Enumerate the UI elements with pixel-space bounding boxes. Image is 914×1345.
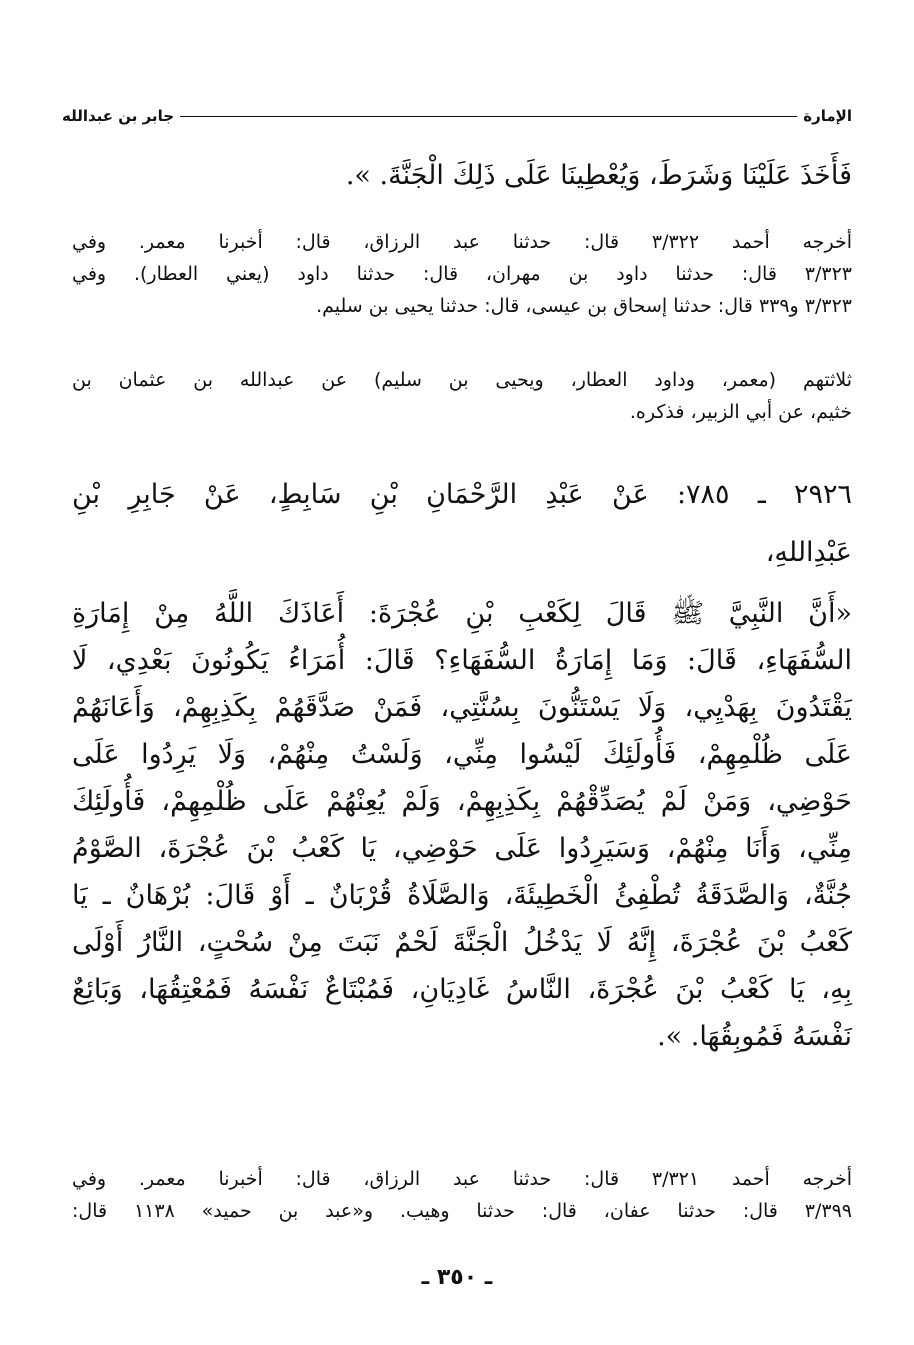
takhrij-line: خثيم، عن أبي الزبير، فذكره. <box>629 401 852 423</box>
takhrij-line: ٣/٣٩٩ قال: حدثنا عفان، قال: حدثنا وهيب. و«عبد بن حميد» ١١٣٨ قال: <box>72 1200 852 1222</box>
hadith-line: بِهِ، يَا كَعْبُ بْنَ عُجْرَةَ، النَّاسُ غَادِيَانِ، فَمُبْتَاعٌ نَفْسَهُ فَمُعْتِقُهَا، وَبَائِعٌ <box>72 974 852 1005</box>
takhrij-paragraph-2 <box>72 364 852 428</box>
hadith-line: «أَنَّ النَّبِيَّ ﷺ قَالَ لِكَعْبِ بْنِ عُجْرَةَ: أَعَاذَكَ اللَّهُ مِنْ إِمَارَةِ <box>72 598 852 629</box>
hadith-heading-line: ٢٩٢٦ ـ ٧٨٥: عَنْ عَبْدِ الرَّحْمَانِ بْنِ سَابِطٍ، عَنْ جَابِرِ بْنِ <box>72 479 852 510</box>
hadith-line: نَفْسَهُ فَمُوبِقُهَا. ». <box>657 1021 852 1052</box>
running-header <box>62 103 852 129</box>
hadith-line: حَوْضِي، وَمَنْ لَمْ يُصَدِّقْهُمْ بِكَذِبِهِمْ، وَلَمْ يُعِنْهُمْ عَلَى ظُلْمِهِمْ، فَأُولَئِكَ <box>72 786 852 817</box>
hadith-line: كَعْبُ بْنَ عُجْرَةَ، إِنَّهُ لَا يَدْخُلُ الْجَنَّةَ لَحْمٌ نَبَتَ مِنْ سُحْتٍ، النَّارُ أَوْلَى <box>72 927 852 958</box>
takhrij-paragraph-1 <box>72 226 852 322</box>
hadith-ending-line: فَأَخَذَ عَلَيْنَا وَشَرَطَ، وَيُعْطِينَا عَلَى ذَلِكَ الْجَنَّةَ. ». <box>345 160 852 191</box>
hadith-heading-line: عَبْدِاللهِ، <box>765 537 852 568</box>
takhrij-line: ٣/٣٢٣ و٣٣٩ قال: حدثنا إسحاق بن عيسى، قال: حدثنا يحيى بن سليم. <box>316 295 852 317</box>
hadith-ending <box>72 152 852 199</box>
takhrij-paragraph-3 <box>72 1163 852 1227</box>
hadith-line: السُّفَهَاءِ، قَالَ: وَمَا إِمَارَةُ السُّفَهَاءِ؟ قَالَ: أُمَرَاءُ يَكُونُونَ بَعْدِي، لَا <box>72 645 852 676</box>
takhrij-line: أخرجه أحمد ٣/٣٢٢ قال: حدثنا عبد الرزاق، قال: أخبرنا معمر. وفي <box>72 231 853 253</box>
header-narrator-name: جابر بن عبدالله <box>62 107 175 125</box>
hadith-line: مِنِّي، وَأَنَا مِنْهُمْ، وَسَيَرِدُوا عَلَى حَوْضِي، يَا كَعْبُ بْنَ عُجْرَةَ، الصَّوْمُ <box>72 833 852 864</box>
hadith-text <box>72 590 852 1060</box>
takhrij-line: ثلاثتهم (معمر، وداود العطار، ويحيى بن سليم) عن عبدالله بن عثمان بن <box>72 369 852 391</box>
takhrij-line: أخرجه أحمد ٣/٣٢١ قال: حدثنا عبد الرزاق، قال: أخبرنا معمر. وفي <box>72 1168 853 1190</box>
header-rule <box>180 116 797 117</box>
hadith-line: عَلَى ظُلْمِهِمْ، فَأُولَئِكَ لَيْسُوا مِنِّي، وَلَسْتُ مِنْهُمْ، وَلَا يَرِدُوا عَلَى <box>72 739 852 770</box>
hadith-line: يَقْتَدُونَ بِهَدْيِي، وَلَا يَسْتَنُّونَ بِسُنَّتِي، فَمَنْ صَدَّقَهُمْ بِكَذِبِهِمْ، وَأَعَانَهُمْ <box>72 692 852 723</box>
takhrij-line: ٣/٣٢٣ قال: حدثنا داود بن مهران، قال: حدثنا داود (يعني العطار). وفي <box>72 263 852 285</box>
page-number: ـ ٣٥٠ ـ <box>421 1265 493 1290</box>
header-chapter-title: الإمارة <box>803 107 852 125</box>
hadith-heading <box>72 466 852 582</box>
hadith-line: جُنَّةٌ، وَالصَّدَقَةُ تُطْفِئُ الْخَطِيئَةَ، وَالصَّلَاةُ قُرْبَانٌ ـ أَوْ قَالَ: بُرْهَانٌ ـ يَا <box>72 880 852 911</box>
